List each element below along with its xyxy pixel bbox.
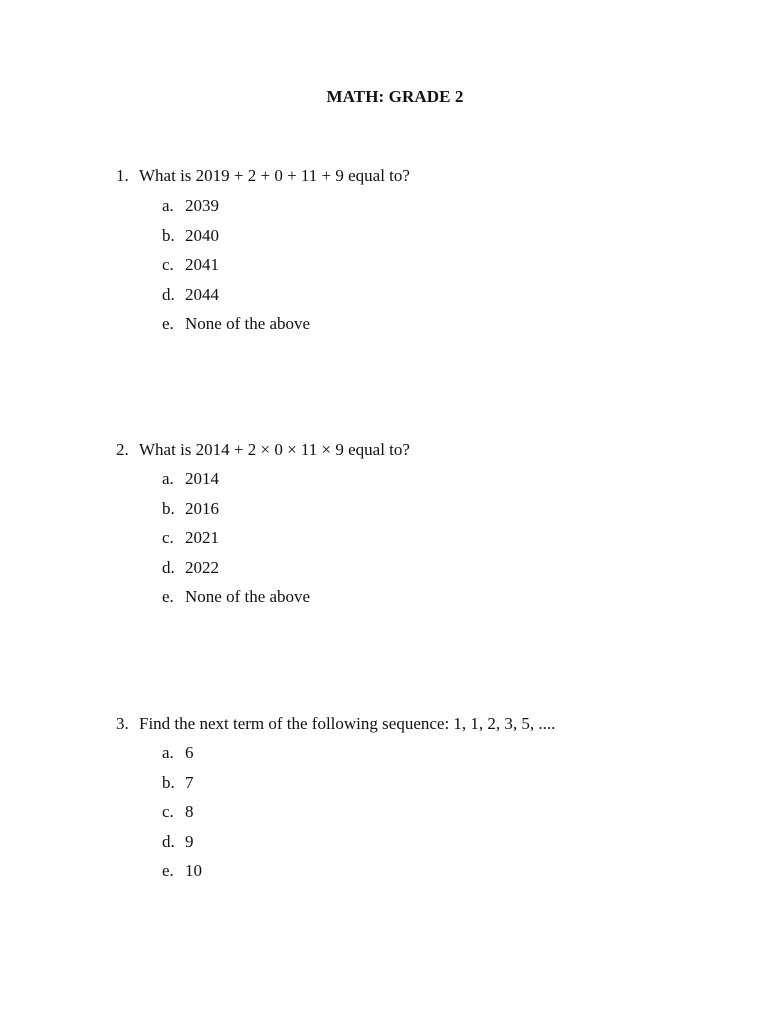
option-letter: a. [162, 743, 174, 762]
option-text: 2014 [185, 469, 219, 488]
option-text: 2016 [185, 498, 219, 518]
option-text: 7 [185, 772, 194, 792]
option-a [162, 743, 202, 773]
option-letter: c. [162, 255, 174, 275]
option-text: 10 [185, 861, 202, 881]
question-text: What is 2019 + 2 + 0 + 11 + 9 equal to? [139, 166, 410, 185]
option-letter: d. [162, 831, 175, 851]
option-letter: b. [162, 772, 175, 792]
option-e [162, 861, 202, 891]
option-text: 6 [185, 743, 194, 762]
option-a [162, 469, 310, 499]
option-d [162, 285, 310, 315]
option-text: 8 [185, 802, 194, 822]
option-d [162, 832, 202, 862]
option-text: 2044 [185, 284, 219, 304]
option-c [162, 802, 202, 832]
option-letter: d. [162, 557, 175, 577]
option-b [162, 226, 310, 256]
question-text: What is 2014 + 2 × 0 × 11 × 9 equal to? [139, 440, 410, 459]
question-2-options [162, 469, 310, 617]
option-letter: d. [162, 284, 175, 304]
option-letter: b. [162, 498, 175, 518]
option-text: None of the above [185, 314, 311, 334]
option-letter: a. [162, 469, 174, 488]
option-letter: a. [162, 196, 174, 215]
option-letter: c. [162, 528, 174, 548]
option-letter: c. [162, 802, 174, 822]
option-letter: e. [162, 861, 174, 881]
option-c [162, 528, 310, 558]
option-text: 2021 [185, 528, 219, 548]
question-2 [116, 440, 410, 460]
question-3 [116, 714, 555, 734]
question-number: 1. [116, 166, 129, 185]
question-number: 3. [116, 714, 129, 733]
option-text: 9 [185, 831, 194, 851]
option-b [162, 499, 310, 529]
option-letter: e. [162, 314, 174, 334]
option-e [162, 587, 310, 617]
option-letter: e. [162, 587, 174, 607]
question-3-options [162, 743, 202, 891]
option-b [162, 773, 202, 803]
document-title: MATH: GRADE 2 [326, 87, 464, 106]
option-a [162, 196, 310, 226]
option-text: None of the above [185, 587, 311, 607]
option-d [162, 558, 310, 588]
option-letter: b. [162, 225, 175, 245]
option-c [162, 255, 310, 285]
option-text: 2022 [185, 557, 219, 577]
option-text: 2040 [185, 225, 219, 245]
question-text: Find the next term of the following sequence: 1, 1, 2, 3, 5, .... [139, 714, 556, 733]
option-text: 2041 [185, 255, 219, 275]
option-text: 2039 [185, 196, 219, 215]
option-e [162, 314, 310, 344]
question-1-options [162, 196, 310, 344]
question-number: 2. [116, 440, 129, 459]
question-1 [116, 166, 410, 186]
